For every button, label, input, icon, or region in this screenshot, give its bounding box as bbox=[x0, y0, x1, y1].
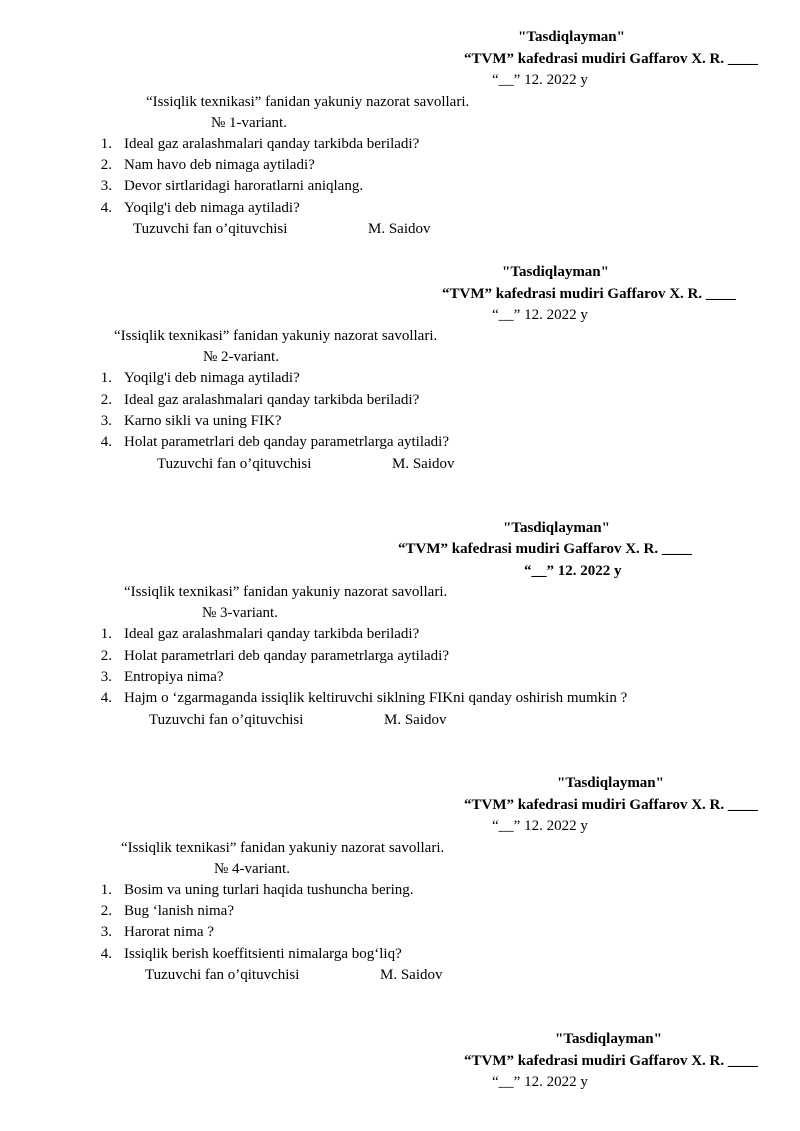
question-text: Yoqilg'i deb nimaga aytiladi? bbox=[124, 200, 300, 216]
department-head-line: “TVM” kafedrasi mudiri Gaffarov X. R. ____ bbox=[442, 286, 736, 302]
question-number: 3. bbox=[100, 669, 112, 685]
question-number: 4. bbox=[100, 946, 112, 962]
question-text: Yoqilg'i deb nimaga aytiladi? bbox=[124, 370, 300, 386]
author-name: M. Saidov bbox=[368, 221, 431, 237]
question-number: 3. bbox=[100, 413, 112, 429]
question-text: Karno sikli va uning FIK? bbox=[124, 413, 282, 429]
department-head-line: “TVM” kafedrasi mudiri Gaffarov X. R. ____ bbox=[464, 797, 758, 813]
question-number: 4. bbox=[100, 690, 112, 706]
department-head-line: “TVM” kafedrasi mudiri Gaffarov X. R. ____ bbox=[464, 51, 758, 67]
question-number: 1. bbox=[100, 370, 112, 386]
author-name: M. Saidov bbox=[384, 712, 447, 728]
exam-subject-title: “Issiqlik texnikasi” fanidan yakuniy nazorat savollari. bbox=[124, 584, 448, 600]
question-number: 4. bbox=[100, 200, 112, 216]
approval-heading: "Tasdiqlayman" bbox=[557, 775, 664, 791]
question-number: 1. bbox=[100, 626, 112, 642]
author-role: Tuzuvchi fan o’qituvchisi bbox=[157, 456, 312, 472]
variant-number: № 2-variant. bbox=[203, 349, 279, 365]
question-number: 2. bbox=[100, 392, 112, 408]
question-text: Harorat nima ? bbox=[124, 924, 214, 940]
question-number: 1. bbox=[100, 882, 112, 898]
approval-date: “__” 12. 2022 y bbox=[492, 818, 588, 834]
author-role: Tuzuvchi fan o’qituvchisi bbox=[133, 221, 288, 237]
approval-heading: "Tasdiqlayman" bbox=[503, 520, 610, 536]
author-role: Tuzuvchi fan o’qituvchisi bbox=[149, 712, 304, 728]
exam-subject-title: “Issiqlik texnikasi” fanidan yakuniy nazorat savollari. bbox=[146, 94, 470, 110]
question-number: 3. bbox=[100, 924, 112, 940]
approval-date: “__” 12. 2022 y bbox=[524, 563, 622, 579]
question-number: 2. bbox=[100, 157, 112, 173]
approval-date: “__” 12. 2022 y bbox=[492, 72, 588, 88]
approval-date: “__” 12. 2022 y bbox=[492, 307, 588, 323]
department-head-line: “TVM” kafedrasi mudiri Gaffarov X. R. ____ bbox=[464, 1053, 758, 1069]
question-text: Devor sirtlaridagi haroratlarni aniqlang. bbox=[124, 178, 364, 194]
question-text: Ideal gaz aralashmalari qanday tarkibda beriladi? bbox=[124, 136, 420, 152]
question-text: Holat parametrlari deb qanday parametrlarga aytiladi? bbox=[124, 648, 449, 664]
question-text: Ideal gaz aralashmalari qanday tarkibda beriladi? bbox=[124, 392, 420, 408]
question-text: Holat parametrlari deb qanday parametrlarga aytiladi? bbox=[124, 434, 449, 450]
question-number: 3. bbox=[100, 178, 112, 194]
author-name: M. Saidov bbox=[392, 456, 455, 472]
exam-subject-title: “Issiqlik texnikasi” fanidan yakuniy nazorat savollari. bbox=[114, 328, 438, 344]
variant-number: № 1-variant. bbox=[211, 115, 287, 131]
department-head-line: “TVM” kafedrasi mudiri Gaffarov X. R. ____ bbox=[398, 541, 692, 557]
question-number: 2. bbox=[100, 648, 112, 664]
approval-heading: "Tasdiqlayman" bbox=[502, 264, 609, 280]
question-text: Bosim va uning turlari haqida tushuncha bering. bbox=[124, 882, 414, 898]
question-number: 1. bbox=[100, 136, 112, 152]
question-number: 4. bbox=[100, 434, 112, 450]
variant-number: № 3-variant. bbox=[202, 605, 278, 621]
author-role: Tuzuvchi fan o’qituvchisi bbox=[145, 967, 300, 983]
approval-heading: "Tasdiqlayman" bbox=[555, 1031, 662, 1047]
question-text: Nam havo deb nimaga aytiladi? bbox=[124, 157, 315, 173]
question-text: Bug ‘lanish nima? bbox=[124, 903, 234, 919]
question-text: Hajm o ‘zgarmaganda issiqlik keltiruvchi siklning FIKni qanday oshirish mumkin ? bbox=[124, 690, 628, 706]
question-text: Ideal gaz aralashmalari qanday tarkibda beriladi? bbox=[124, 626, 420, 642]
question-text: Issiqlik berish koeffitsienti nimalarga bog‘liq? bbox=[124, 946, 402, 962]
question-text: Entropiya nima? bbox=[124, 669, 224, 685]
approval-heading: "Tasdiqlayman" bbox=[518, 29, 625, 45]
exam-subject-title: “Issiqlik texnikasi” fanidan yakuniy nazorat savollari. bbox=[121, 840, 445, 856]
variant-number: № 4-variant. bbox=[214, 861, 290, 877]
approval-date: “__” 12. 2022 y bbox=[492, 1074, 588, 1090]
question-number: 2. bbox=[100, 903, 112, 919]
author-name: M. Saidov bbox=[380, 967, 443, 983]
